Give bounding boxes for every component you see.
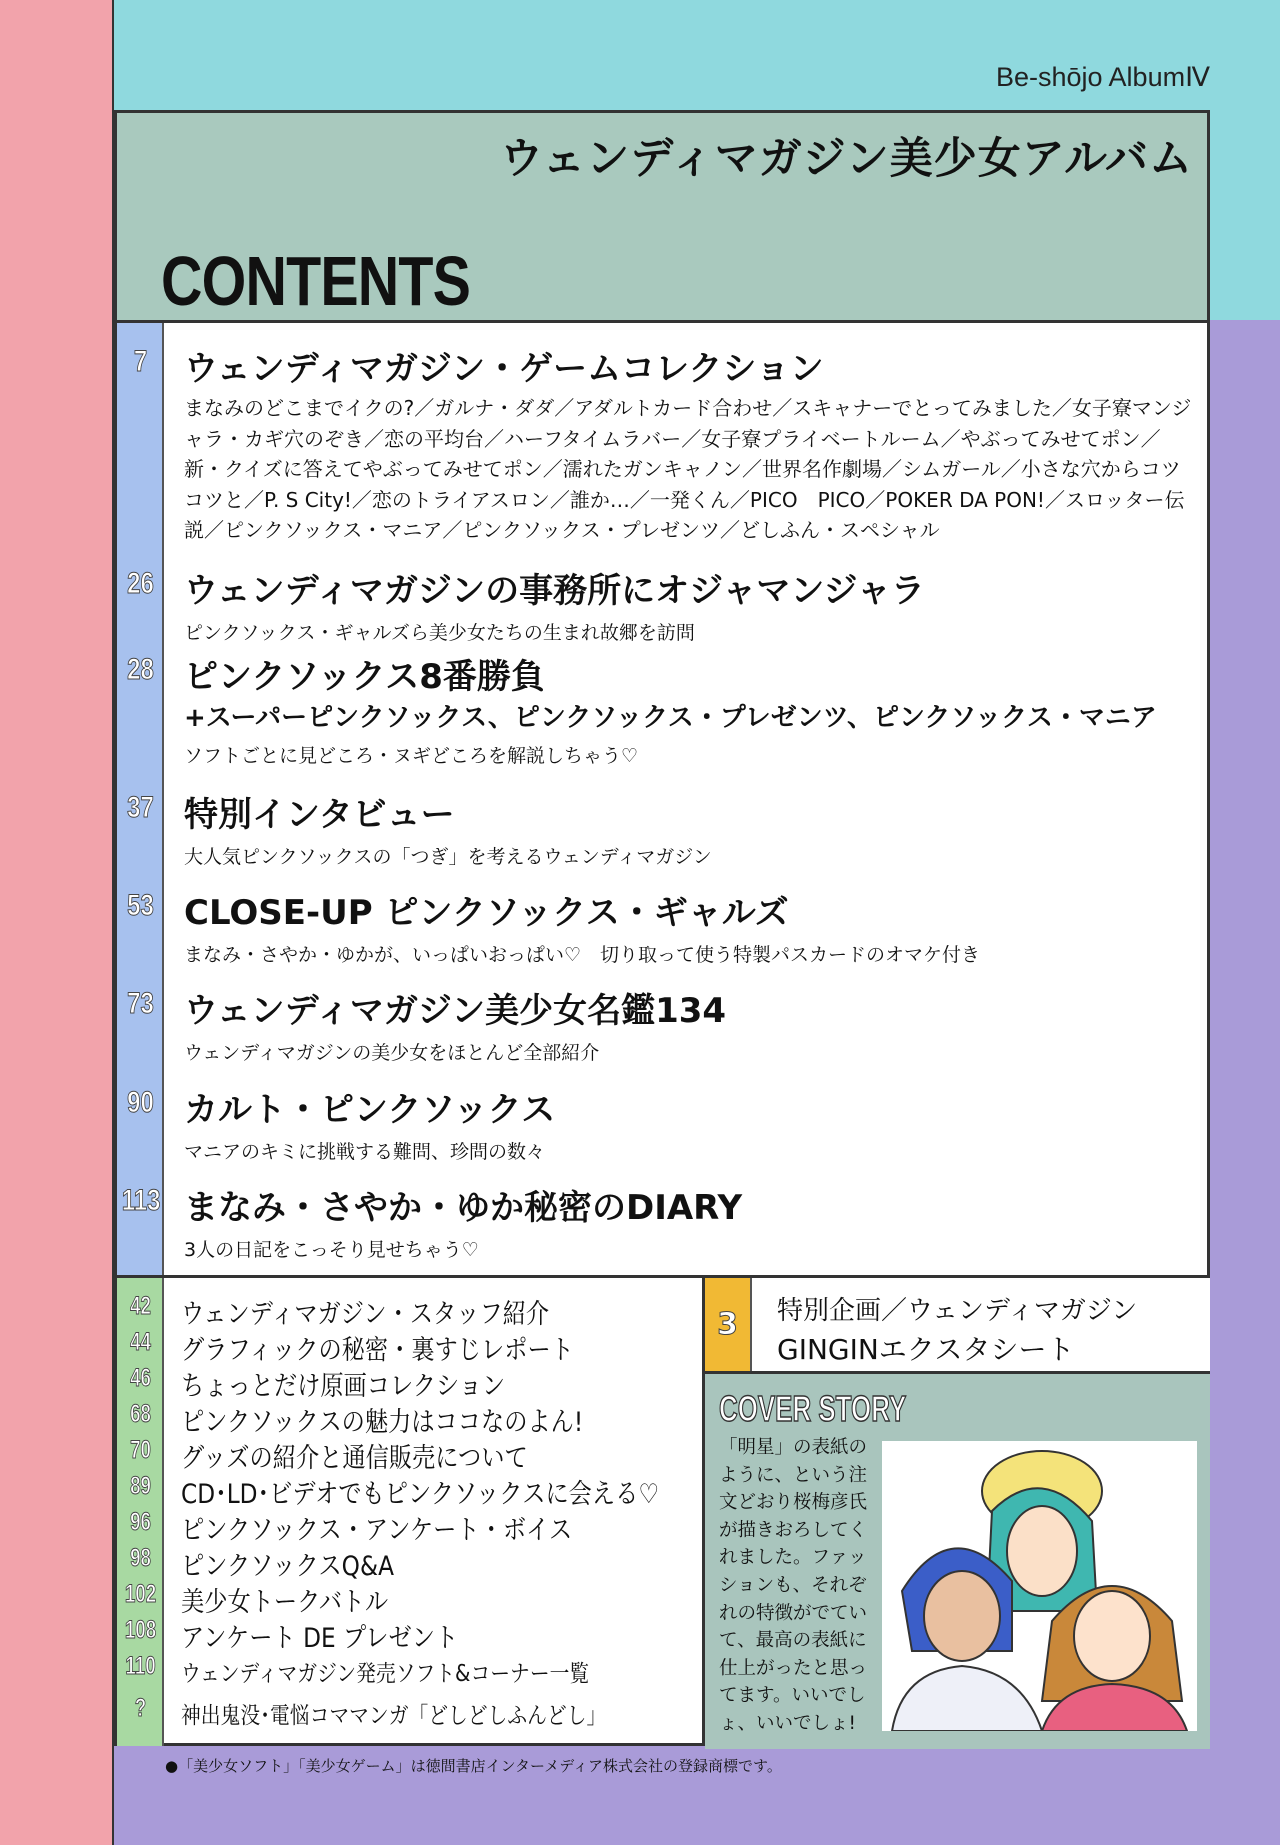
page-number: 73 [127,987,154,1020]
contents-heading: CONTENTS [161,242,471,320]
bottom-section [117,1275,1207,1746]
entry-subtitle: ソフトごとに見どころ・ヌギどころを解説しちゃう♡ [184,745,639,767]
page-number: 96 [130,1508,151,1536]
mini-toc-item[interactable] [117,1292,697,1328]
cover-story-text: 「明星」の表紙のように、という注文どおり桜梅彦氏が描きおろしてくれました。ファッションも、それぞれの特徴がでていて、最高の表紙に仕上がったと思ってます。いいでしょ、いいでしょ! [719,1437,868,1734]
item-title: グッズの紹介と通信販売について [181,1443,528,1474]
page-number: 44 [130,1328,151,1356]
page-number: 42 [130,1292,151,1320]
album-brand: Be-shōjo AlbumⅣ [995,62,1210,92]
page-number: 7 [133,345,148,378]
mini-toc-item[interactable] [117,1580,697,1616]
page-number: 113 [121,1184,161,1217]
page-number: 37 [127,791,154,824]
page-number: 102 [124,1580,157,1608]
page-title: ウェンディマガジン美少女アルバム [499,134,1193,184]
trademark-footnote: ●「美少女ソフト」「美少女ゲーム」は徳間書店インターメディア株式会社の登録商標です。 [165,1757,782,1775]
entry-title: カルト・ピンクソックス [184,1090,556,1130]
page-number: 110 [125,1652,156,1680]
mini-toc-item[interactable] [117,1364,697,1400]
entry-subtitle: マニアのキミに挑戦する難問、珍問の数々 [184,1141,546,1163]
page-number: 68 [130,1400,151,1428]
page-number: 53 [127,889,154,922]
page-number: 108 [124,1616,157,1644]
mini-toc-item[interactable] [117,1508,697,1544]
page-number: 89 [130,1472,151,1500]
entry-title: まなみ・さやか・ゆか秘密のDIARY [184,1188,743,1228]
mini-toc-item[interactable] [117,1328,697,1364]
page-number: 28 [127,653,154,686]
special-line-1: 特別企画／ウェンディマガジン [777,1296,1138,1326]
page-number: 98 [130,1544,151,1572]
entry-subtitle: ピンクソックス・ギャルズら美少女たちの生まれ故郷を訪問 [184,622,695,644]
item-title: アンケート DE プレゼント [181,1623,459,1654]
item-title: ちょっとだけ原画コレクション [181,1371,506,1402]
mini-toc-item[interactable] [117,1472,697,1508]
left-color-strip [0,0,114,1845]
entry-title: ピンクソックス8番勝負 [184,657,545,697]
item-title: ウェンディマガジン発売ソフト&コーナー一覧 [181,1661,590,1687]
mini-toc-item[interactable] [117,1652,697,1688]
special-line-2: GINGINエクスタシート [777,1333,1075,1366]
item-title: 神出鬼没･電悩コママンガ「どしどしふんどし」 [181,1703,607,1729]
item-title: ピンクソックスQ&A [181,1551,394,1582]
page-number: ? [134,1694,147,1722]
mini-toc-item[interactable] [117,1694,697,1730]
item-title: ピンクソックスの魅力はココなのよん! [181,1407,584,1438]
page-number: 90 [127,1086,154,1119]
item-title: CD･LD･ビデオでもピンクソックスに会える♡ [181,1479,660,1510]
item-title: グラフィックの秘密・裏すじレポート [181,1335,574,1366]
page-number: 46 [130,1364,151,1392]
page-number: 70 [130,1436,151,1464]
mini-toc-item[interactable] [117,1400,697,1436]
mini-toc-item[interactable] [117,1544,697,1580]
cover-story-heading: COVER STORY [719,1388,907,1429]
entry-subtitle: ウェンディマガジンの美少女をほとんど全部紹介 [184,1042,600,1064]
entry-subtitle-bold: +スーパーピンクソックス、ピンクソックス・プレゼンツ、ピンクソックス・マニア [184,703,1157,733]
item-title: ウェンディマガジン・スタッフ紹介 [181,1299,550,1330]
entry-title: ウェンディマガジン美少女名鑑134 [184,991,727,1031]
mini-toc-item[interactable] [117,1616,697,1652]
entry-description: まなみのどこまでイクの?／ガルナ・ダダ／アダルトカード合わせ／スキャナーでとってみました／女子寮マンジャラ・カギ穴のぞき／恋の平均台／ハーフタイムラバー／女子寮プライベートルーム／やぶってみせてポン／新・クイズに答えてやぶってみせてポン／濡れたガンキャノン／世界名作劇場／シムガール／小さな穴からコツコツと／P. S City!／恋のトライアスロン／誰か…／一発くん／PICO PICO／POKER DA PON!／スロッター伝説／ピンクソックス・マニア／ピンクソックス・プレゼンツ／どしふん・スペシャル [184,396,1192,542]
item-title: ピンクソックス・アンケート・ボイス [181,1515,573,1546]
contents-frame [114,110,1210,1746]
entry-subtitle: まなみ・さやか・ゆかが、いっぱいおっぱい♡ 切り取って使う特製パスカードのオマケ付き [184,944,981,966]
right-panel [702,1278,1210,1746]
cover-illustration [882,1441,1197,1731]
item-title: 美少女トークバトル [181,1587,389,1618]
entry-subtitle: 大人気ピンクソックスの「つぎ」を考えるウェンディマガジン [184,846,712,868]
entry-title: CLOSE-UP ピンクソックス・ギャルズ [184,893,789,933]
entry-title: ウェンディマガジンの事務所にオジャマンジャラ [184,571,925,611]
mini-toc-item[interactable] [117,1436,697,1472]
header-band [117,113,1207,323]
page-number: 26 [127,567,154,600]
entry-subtitle: 3人の日記をこっそり見せちゃう♡ [184,1239,479,1261]
page-number: 3 [705,1278,752,1371]
cover-story [705,1374,1210,1749]
entry-title: ウェンディマガジン・ゲームコレクション [184,349,824,389]
special-feature[interactable] [705,1278,1210,1374]
mini-toc-list [117,1292,697,1730]
entry-title: 特別インタビュー [184,795,455,835]
